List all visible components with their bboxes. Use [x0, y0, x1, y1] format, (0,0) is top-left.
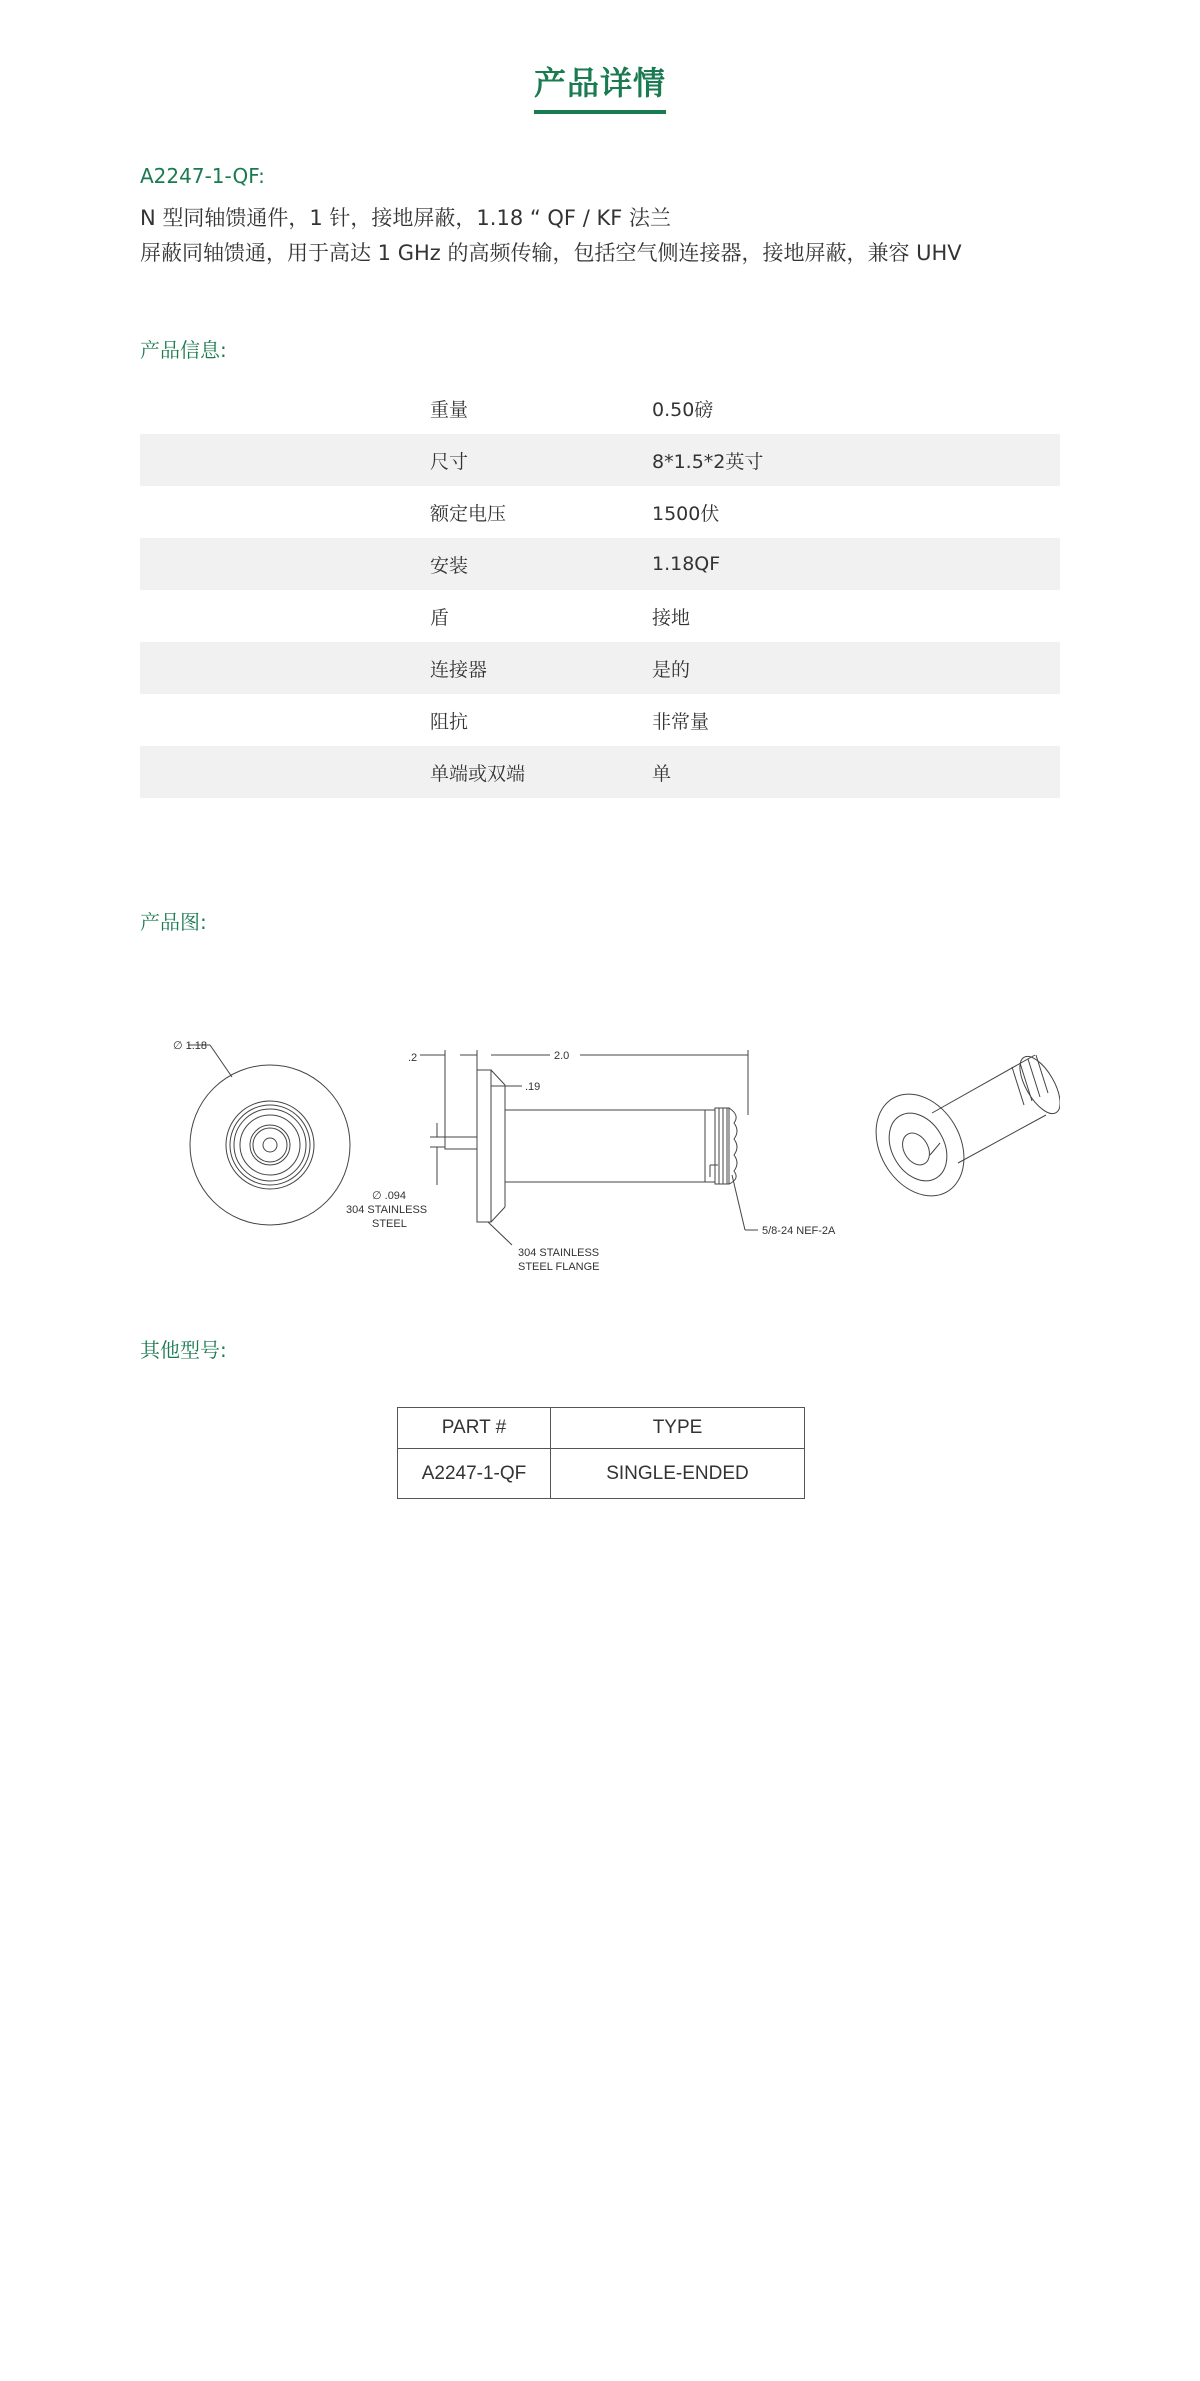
- info-row: [140, 746, 1060, 798]
- cell-part: A2247-1-QF: [398, 1449, 551, 1499]
- models-section-label: 其他型号:: [140, 1338, 227, 1362]
- info-row: [140, 590, 1060, 642]
- info-value: 1.18QF: [652, 553, 721, 575]
- models-table: [397, 1407, 805, 1499]
- info-value: 非常量: [652, 710, 710, 733]
- dim-20-label: 2.0: [554, 1050, 570, 1062]
- info-row: [140, 382, 1060, 434]
- info-row: [140, 538, 1060, 590]
- info-key: 盾: [430, 606, 450, 629]
- table-header-row: [398, 1408, 805, 1449]
- flange-diameter-label: ∅ 1.18: [173, 1040, 208, 1052]
- info-value: 单: [652, 762, 672, 785]
- table-row: [398, 1449, 805, 1499]
- front-view: [188, 1045, 350, 1225]
- header-part: PART #: [398, 1408, 551, 1449]
- diagram-section-label: 产品图:: [140, 910, 207, 934]
- isometric-view: [858, 1050, 1060, 1211]
- cell-type: SINGLE-ENDED: [551, 1449, 805, 1499]
- intro-line-1: N 型同轴馈通件，1 针，接地屏蔽，1.18 “ QF / KF 法兰: [140, 206, 671, 230]
- flange-material-label-2: STEEL FLANGE: [518, 1261, 600, 1273]
- thread-spec-label: 5/8-24 NEF-2A: [762, 1225, 836, 1237]
- model-colon: :: [258, 164, 265, 188]
- info-key: 额定电压: [430, 502, 507, 525]
- page-header: [0, 58, 1200, 114]
- pin-material-label-1: 304 STAINLESS: [346, 1204, 428, 1216]
- pin-material-label-2: STEEL: [372, 1218, 407, 1230]
- info-row: [140, 486, 1060, 538]
- info-row: [140, 642, 1060, 694]
- info-section-label: 产品信息:: [140, 338, 227, 362]
- info-row: [140, 434, 1060, 486]
- page-title: 产品详情: [534, 58, 666, 114]
- intro-line-2: 屏蔽同轴馈通，用于高达 1 GHz 的高频传输，包括空气侧连接器，接地屏蔽，兼容 UHV: [140, 241, 962, 265]
- info-key: 阻抗: [430, 710, 469, 733]
- dim-02-label: .2: [408, 1052, 418, 1064]
- info-value: 0.50磅: [652, 398, 714, 421]
- product-info-table: [140, 382, 1060, 798]
- info-key: 安装: [430, 554, 469, 577]
- info-value: 8*1.5*2英寸: [652, 450, 764, 473]
- dim-019-label: .19: [525, 1081, 541, 1093]
- header-type: TYPE: [551, 1408, 805, 1449]
- info-value: 是的: [652, 658, 691, 681]
- info-key: 连接器: [430, 658, 488, 681]
- info-value: 接地: [652, 606, 691, 629]
- info-row: [140, 694, 1060, 746]
- pin-diameter-label: ∅ .094: [372, 1190, 407, 1202]
- info-value: 1500伏: [652, 502, 720, 525]
- info-key: 单端或双端: [430, 762, 526, 785]
- model-heading: [140, 164, 265, 188]
- info-key: 尺寸: [430, 450, 469, 473]
- model-number: A2247-1-QF: [140, 164, 259, 188]
- info-key: 重量: [430, 398, 469, 421]
- flange-material-label-1: 304 STAINLESS: [518, 1247, 600, 1259]
- side-view: [420, 1050, 758, 1245]
- product-drawing: [140, 975, 1060, 1285]
